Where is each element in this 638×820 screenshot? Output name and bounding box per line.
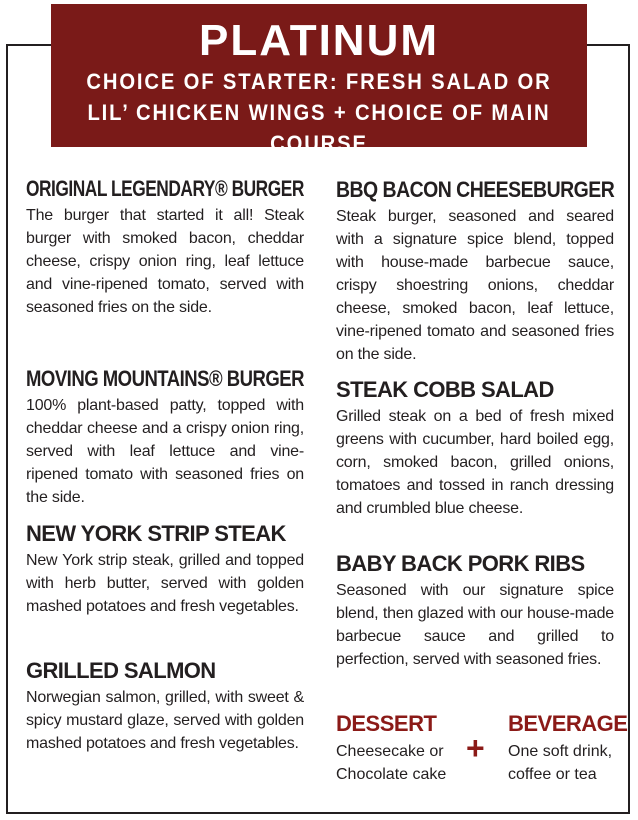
item-description: The burger that started it all! Steak burger with smoked bacon, cheddar cheese, crispy onion ring, leaf lettuce and vine-ripened tomato, served with seasoned fries on the side.	[26, 207, 304, 316]
menu-title: PLATINUM	[198, 16, 440, 65]
left-column	[26, 176, 304, 755]
dessert-block	[336, 710, 446, 786]
beverage-option-2: coffee or tea	[508, 766, 597, 783]
item-name: BABY BACK PORK RIBS	[336, 551, 585, 576]
plus-sign: +	[466, 730, 485, 766]
item-description: Seasoned with our signature spice blend, then glazed with our house-made barbecue sauce and grilled to perfection, served with seasoned fries.	[336, 582, 614, 668]
item-name: ORIGINAL LEGENDARY® BURGER	[26, 176, 304, 201]
item-name: MOVING MOUNTAINS® BURGER	[26, 366, 305, 391]
extras-section	[336, 710, 626, 790]
menu-subtitle-line2: LIL’ CHICKEN WINGS + CHOICE OF MAIN COURSE	[87, 100, 551, 156]
menu-item	[336, 177, 614, 377]
item-name: NEW YORK STRIP STEAK	[26, 521, 286, 546]
item-name: BBQ BACON CHEESEBURGER	[336, 177, 615, 202]
item-name: STEAK COBB SALAD	[336, 377, 554, 402]
header-banner	[51, 4, 587, 156]
item-description: Norwegian salmon, grilled, with sweet & spicy mustard glaze, served with golden mashed potatoes and fresh vegetables.	[26, 689, 304, 752]
item-description: 100% plant-based patty, topped with cheddar cheese and a crispy onion ring, served with leaf lettuce and vine-ripened tomato with seasoned fries on the side.	[26, 397, 304, 506]
item-description: New York strip steak, grilled and topped with herb butter, served with golden mashed potatoes and fresh vegetables.	[26, 552, 304, 615]
dessert-option-1: Cheesecake or	[336, 743, 444, 760]
beverage-block	[508, 710, 627, 786]
beverage-option-1: One soft drink,	[508, 743, 613, 760]
beverage-title: BEVERAGE	[508, 711, 628, 736]
menu-item	[26, 366, 304, 521]
item-name: GRILLED SALMON	[26, 658, 216, 683]
item-description: Steak burger, seasoned and seared with a signature spice blend, topped with house-made barbecue sauce, crispy shoestring onions, cheddar cheese, smoked bacon, leaf lettuce, vine-ripened tomato and seasoned fries on the side.	[336, 208, 614, 363]
menu-item	[26, 658, 304, 755]
menu-item	[336, 377, 614, 551]
dessert-option-2: Chocolate cake	[336, 766, 447, 783]
dessert-title: DESSERT	[336, 711, 437, 736]
item-description: Grilled steak on a bed of fresh mixed greens with cucumber, hard boiled egg, corn, smoked bacon, grilled onions, tomatoes and tossed in ranch dressing and crumbled blue cheese.	[336, 408, 614, 517]
menu-item	[26, 176, 304, 366]
menu-item	[26, 521, 304, 658]
menu-item	[336, 551, 614, 671]
right-column	[336, 177, 614, 671]
menu-subtitle-line1: CHOICE OF STARTER: FRESH SALAD OR	[86, 69, 552, 94]
